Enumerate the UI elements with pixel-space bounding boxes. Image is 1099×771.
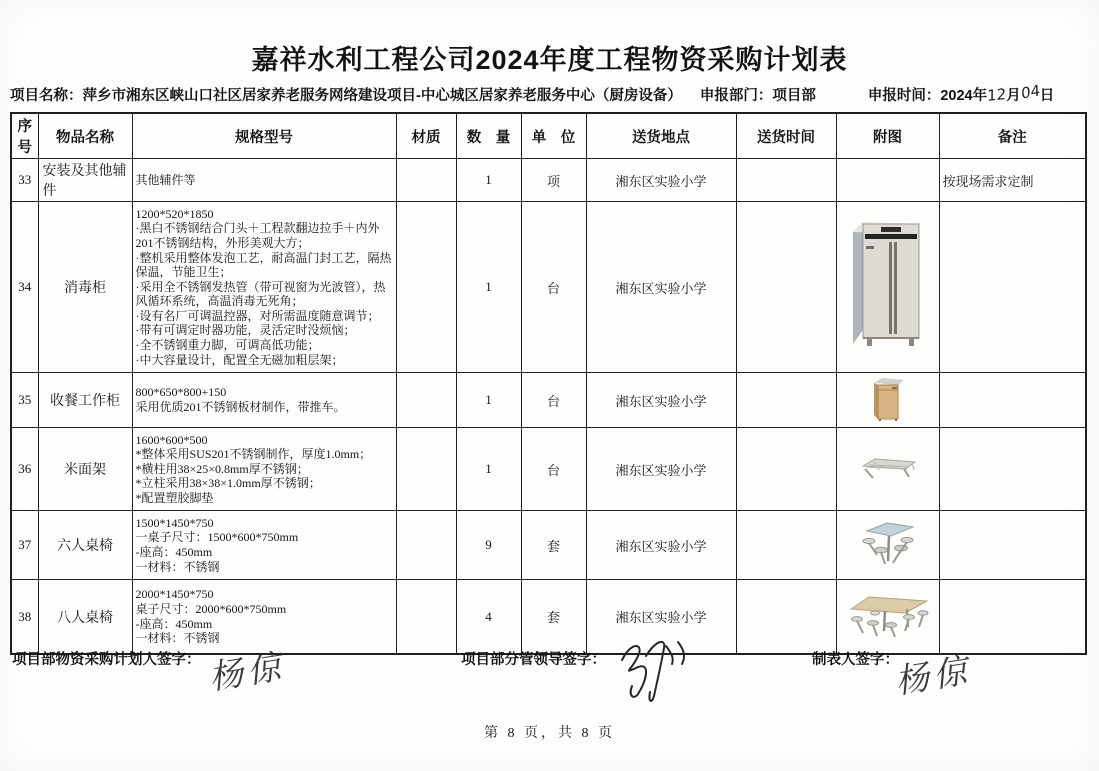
report-date-month-handwritten: 12: [986, 85, 1007, 105]
delivery-time: [736, 428, 836, 511]
col-header-remark: 备注: [939, 113, 1086, 159]
spec-line: ·全不锈钢重力脚，可调高低功能；: [135, 338, 320, 353]
item-unit: 台: [521, 428, 586, 511]
col-header-spec: 规格型号: [132, 113, 396, 159]
col-header-unit: 单 位: [521, 113, 586, 159]
delivery-time: [736, 511, 836, 580]
item-remark: [939, 202, 1086, 373]
spec-line: 800*650*800+150: [135, 385, 227, 400]
col-header-delivery-time: 送货时间: [736, 113, 836, 159]
item-remark: [939, 428, 1086, 511]
item-spec: [132, 373, 396, 428]
item-material: [396, 202, 456, 373]
document-meta-line: [10, 81, 1090, 105]
report-date-label: 申报时间：: [867, 88, 941, 104]
leader-signature-label: 项目部分管领导签字：: [461, 652, 606, 668]
spec-line: *整体采用SUS201不锈钢制作，厚度1.0mm；: [135, 447, 372, 462]
spec-line: -座高：450mm: [135, 545, 213, 559]
signature-section: [0, 638, 1099, 708]
delivery-location: 湘东区实验小学: [586, 580, 736, 655]
spec-line: ·整机采用整体发泡工艺，耐高温门封工艺，隔热保温，节能卫生；: [135, 250, 392, 280]
rice-flour-rack-photo: [859, 454, 917, 480]
spec-line: 一桌子尺寸：1500*600*750mm: [135, 530, 299, 545]
document-title: 嘉祥水利工程公司2024年度工程物资采购计划表: [251, 45, 848, 75]
report-date-day-handwritten: 04: [1020, 81, 1040, 103]
item-name: 安装及其他辅件: [38, 159, 132, 202]
report-date-month-suffix: 月: [1006, 88, 1021, 104]
table-row: [11, 202, 1086, 373]
delivery-location: 湘东区实验小学: [586, 428, 736, 511]
planner-signature-handwriting: 杨倞: [210, 645, 290, 699]
work-cabinet-photo: [868, 375, 908, 421]
spec-line: ·采用全不锈钢发热管（带可视窗为光波管），热风循环系统，高温消毒无死角；: [135, 279, 386, 309]
spec-line: ·带有可调定时器功能，灵活定时没烦恼；: [135, 323, 356, 338]
item-quantity: 1: [456, 428, 521, 511]
item-spec: [132, 428, 396, 511]
spec-line: 1600*600*500: [135, 432, 208, 447]
delivery-location: 湘东区实验小学: [586, 159, 736, 202]
col-header-image: 附图: [836, 113, 939, 159]
spec-line: *配置塑胶脚垫: [135, 490, 214, 505]
item-name: 六人桌椅: [38, 511, 132, 580]
disinfection-cabinet-photo: [849, 218, 927, 352]
six-seat-table-photo: [857, 517, 919, 569]
item-spec: [132, 511, 396, 580]
delivery-location: 湘东区实验小学: [586, 373, 736, 428]
row-seq: 34: [11, 202, 38, 373]
spec-line: ·设有名厂可调温控器，对所需温度随意调节；: [135, 308, 380, 323]
item-quantity: 9: [456, 511, 521, 580]
project-name-label: 项目名称：: [10, 88, 83, 104]
spec-line: *横柱用38×25×0.8mm厚不锈钢；: [135, 461, 309, 476]
item-name: 米面架: [38, 428, 132, 511]
item-photo-cell: [836, 202, 939, 373]
spec-line: 1200*520*1850: [135, 206, 214, 221]
eight-seat-table-photo: [845, 589, 931, 641]
row-seq: 38: [11, 580, 38, 655]
table-row: [11, 428, 1086, 511]
spec-line: 其他辅件等: [135, 172, 196, 187]
table-row: [11, 511, 1086, 580]
item-name: 收餐工作柜: [38, 373, 132, 428]
item-material: [396, 159, 456, 202]
delivery-location: 湘东区实验小学: [586, 202, 736, 373]
spec-line: 桌子尺寸：2000*600*750mm: [135, 601, 287, 616]
item-photo-cell: [836, 511, 939, 580]
table-row: [11, 159, 1086, 202]
maker-signature-handwriting: 杨倞: [896, 649, 976, 703]
item-spec: [132, 159, 396, 202]
item-unit: 台: [521, 373, 586, 428]
item-unit: 套: [521, 580, 586, 655]
item-quantity: 1: [456, 202, 521, 373]
item-photo-cell: [836, 373, 939, 428]
row-seq: 36: [11, 428, 38, 511]
report-date-day-suffix: 日: [1039, 88, 1055, 104]
col-header-material: 材质: [396, 113, 456, 159]
item-quantity: 1: [456, 373, 521, 428]
item-remark: [939, 373, 1086, 428]
row-seq: 37: [11, 511, 38, 580]
project-name-value: 萍乡市湘东区峡山口社区居家养老服务网络建设项目-中心城区居家养老服务中心（厨房设备）: [82, 88, 682, 104]
item-name: 八人桌椅: [38, 580, 132, 655]
spec-line: -座高：450mm: [135, 616, 213, 631]
delivery-time: [736, 373, 836, 428]
item-material: [396, 373, 456, 428]
item-name: 消毒柜: [38, 202, 132, 373]
spec-line: *立柱采用38×38×1.0mm厚不锈钢；: [135, 476, 321, 491]
department-label: 申报部门：: [699, 88, 773, 104]
delivery-location: 湘东区实验小学: [586, 511, 736, 580]
spec-line: 一材料：不锈钢: [135, 559, 220, 574]
spec-line: 1500*1450*750: [135, 515, 214, 530]
item-quantity: 4: [456, 580, 521, 655]
col-header-location: 送货地点: [586, 113, 736, 159]
table-row: [11, 373, 1086, 428]
report-date-year: 2024年: [940, 88, 988, 104]
department-value: 项目部: [772, 88, 816, 104]
item-material: [396, 428, 456, 511]
item-unit: 项: [521, 159, 586, 202]
item-remark: [939, 511, 1086, 580]
col-header-item-name: 物品名称: [38, 113, 132, 159]
item-unit: 套: [521, 511, 586, 580]
item-quantity: 1: [456, 159, 521, 202]
delivery-time: [736, 202, 836, 373]
row-seq: 35: [11, 373, 38, 428]
spec-line: 采用优质201不锈钢板材制作，带推车。: [135, 400, 346, 414]
col-header-seq: 序号: [11, 113, 38, 159]
spec-line: ·黑白不锈钢结合门头＋工程款翻边拉手＋内外201不锈钢结构，外形美观大方；: [135, 221, 380, 250]
item-remark: 按现场需求定制: [939, 159, 1086, 202]
table-header-row: [11, 113, 1086, 159]
page-number: 第 8 页，共 8 页: [484, 726, 615, 741]
col-header-quantity: 数 量: [456, 113, 521, 159]
item-photo-cell: [836, 159, 939, 202]
spec-line: 一材料：不锈钢: [135, 631, 220, 646]
spec-line: 2000*1450*750: [135, 587, 214, 602]
item-unit: 台: [521, 202, 586, 373]
row-seq: 33: [11, 159, 38, 202]
delivery-time: [736, 159, 836, 202]
spec-line: ·中大容量设计，配置全无磁加粗层架；: [135, 352, 344, 367]
item-material: [396, 511, 456, 580]
procurement-table: [10, 112, 1087, 655]
item-photo-cell: [836, 428, 939, 511]
leader-signature-handwriting: [608, 630, 698, 710]
maker-signature-label: 制表人签字：: [812, 652, 899, 668]
item-spec: [132, 202, 396, 373]
planner-signature-label: 项目部物资采购计划人签字：: [12, 652, 201, 668]
